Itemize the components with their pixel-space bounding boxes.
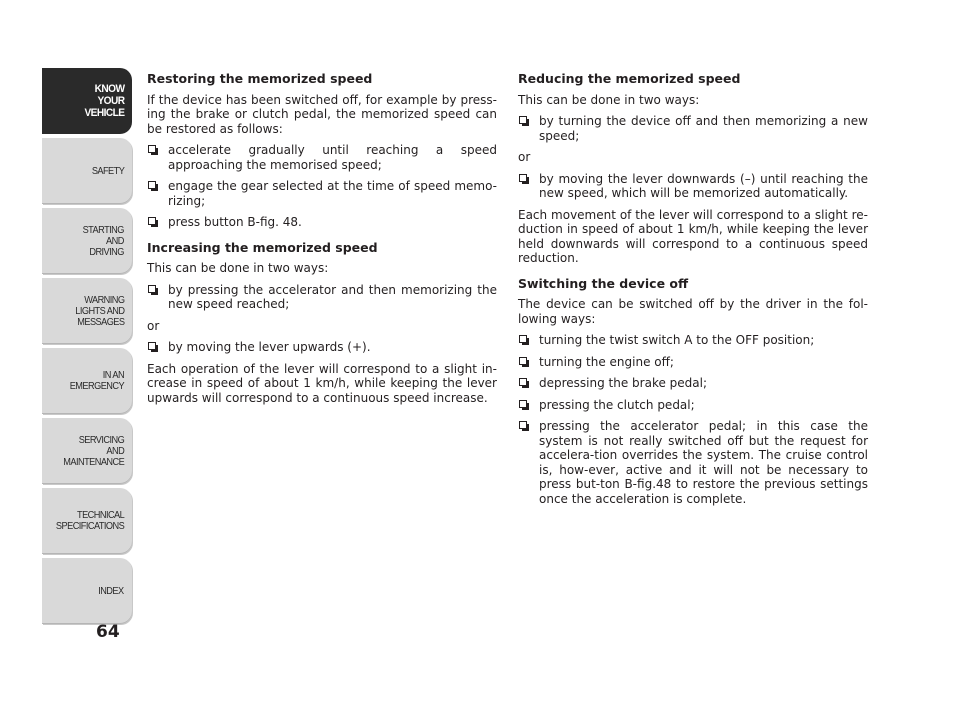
tab-know-your-vehicle[interactable] bbox=[42, 68, 132, 134]
or-text: or bbox=[147, 318, 160, 333]
tab-safety[interactable] bbox=[42, 138, 132, 204]
checkbox-bullet-icon bbox=[148, 285, 156, 293]
list-item: turning the engine off; bbox=[518, 355, 868, 370]
paragraph: Each operation of the lever will correspond to a slight in-crease in speed of about 1 km/h, while keeping the lever upwards will correspond to a continuous speed increase. bbox=[147, 361, 497, 405]
list-item: turning the twist switch A to the OFF position; bbox=[518, 333, 868, 348]
tab-label: SERVICING AND MAINTENANCE bbox=[63, 434, 124, 468]
tab-label: SAFETY bbox=[91, 165, 124, 177]
list-item: depressing the brake pedal; bbox=[518, 376, 868, 391]
list-item: by moving the lever upwards (+). bbox=[147, 340, 497, 355]
paragraph: This can be done in two ways: bbox=[518, 92, 700, 107]
checkbox-bullet-icon bbox=[519, 378, 527, 386]
paragraph: Each movement of the lever will correspond to a slight re-duction in speed of about 1 km/h, while keeping the lever held downwards will correspond to a continuous speed reduction. bbox=[518, 207, 868, 265]
list-item: by moving the lever downwards (–) until reaching the new speed, which will be memorized automatically. bbox=[518, 172, 868, 201]
checkbox-bullet-icon bbox=[519, 357, 527, 365]
paragraph: If the device has been switched off, for example by press-ing the brake or clutch pedal, the memorized speed can be restored as follows: bbox=[147, 92, 497, 136]
tab-label: IN AN EMERGENCY bbox=[69, 370, 124, 392]
left-column bbox=[147, 72, 497, 412]
tab-label: WARNING LIGHTS AND MESSAGES bbox=[74, 294, 124, 328]
checkbox-bullet-icon bbox=[519, 116, 527, 124]
list-item: by turning the device off and then memorizing a new speed; bbox=[518, 114, 868, 143]
checkbox-bullet-icon bbox=[148, 217, 156, 225]
checkbox-bullet-icon bbox=[148, 181, 156, 189]
tab-servicing-and-maintenance[interactable] bbox=[42, 418, 132, 484]
section-heading-restoring: Restoring the memorized speed bbox=[147, 71, 373, 86]
list-item: press button B-fig. 48. bbox=[147, 215, 497, 230]
right-column bbox=[518, 72, 868, 513]
checkbox-bullet-icon bbox=[148, 145, 156, 153]
section-heading-switching-off: Switching the device off bbox=[518, 275, 689, 291]
section-heading-increasing: Increasing the memorized speed bbox=[147, 239, 378, 255]
tab-starting-and-driving[interactable] bbox=[42, 208, 132, 274]
list-item: engage the gear selected at the time of speed memo-rizing; bbox=[147, 179, 497, 208]
tab-index[interactable] bbox=[42, 558, 132, 624]
tab-in-an-emergency[interactable] bbox=[42, 348, 132, 414]
checkbox-bullet-icon bbox=[519, 335, 527, 343]
list-item: pressing the clutch pedal; bbox=[518, 398, 868, 413]
bullet-list bbox=[518, 333, 868, 506]
tab-label: STARTING AND DRIVING bbox=[82, 224, 124, 258]
tab-label: TECHNICAL SPECIFICATIONS bbox=[55, 510, 124, 532]
list-item: accelerate gradually until reaching a speed approaching the memorised speed; bbox=[147, 143, 497, 172]
section-heading-reducing: Reducing the memorized speed bbox=[518, 71, 741, 86]
page-number: 64 bbox=[96, 622, 120, 642]
bullet-list bbox=[518, 172, 868, 201]
list-item: by pressing the accelerator and then memorizing the new speed reached; bbox=[147, 283, 497, 312]
checkbox-bullet-icon bbox=[519, 174, 527, 182]
bullet-list bbox=[147, 143, 497, 230]
paragraph: The device can be switched off by the driver in the fol-lowing ways: bbox=[518, 297, 868, 326]
tab-technical-specifications[interactable] bbox=[42, 488, 132, 554]
or-text: or bbox=[518, 150, 531, 164]
tab-label: INDEX bbox=[98, 585, 124, 597]
tab-label: KNOW YOUR VEHICLE bbox=[83, 83, 124, 119]
checkbox-bullet-icon bbox=[519, 421, 527, 429]
checkbox-bullet-icon bbox=[148, 342, 156, 350]
tab-warning-lights-and-messages[interactable] bbox=[42, 278, 132, 344]
bullet-list bbox=[518, 114, 868, 143]
bullet-list bbox=[147, 283, 497, 312]
list-item: pressing the accelerator pedal; in this case the system is not really switched off but the request for accelera-tion overrides the system. The cruise control is, how-ever, active and it will not be necessary to press but-ton B-fig.48 to restore the previous settings once the acceleration is complete. bbox=[518, 419, 868, 506]
bullet-list bbox=[147, 340, 497, 355]
paragraph: This can be done in two ways: bbox=[147, 261, 329, 275]
checkbox-bullet-icon bbox=[519, 400, 527, 408]
